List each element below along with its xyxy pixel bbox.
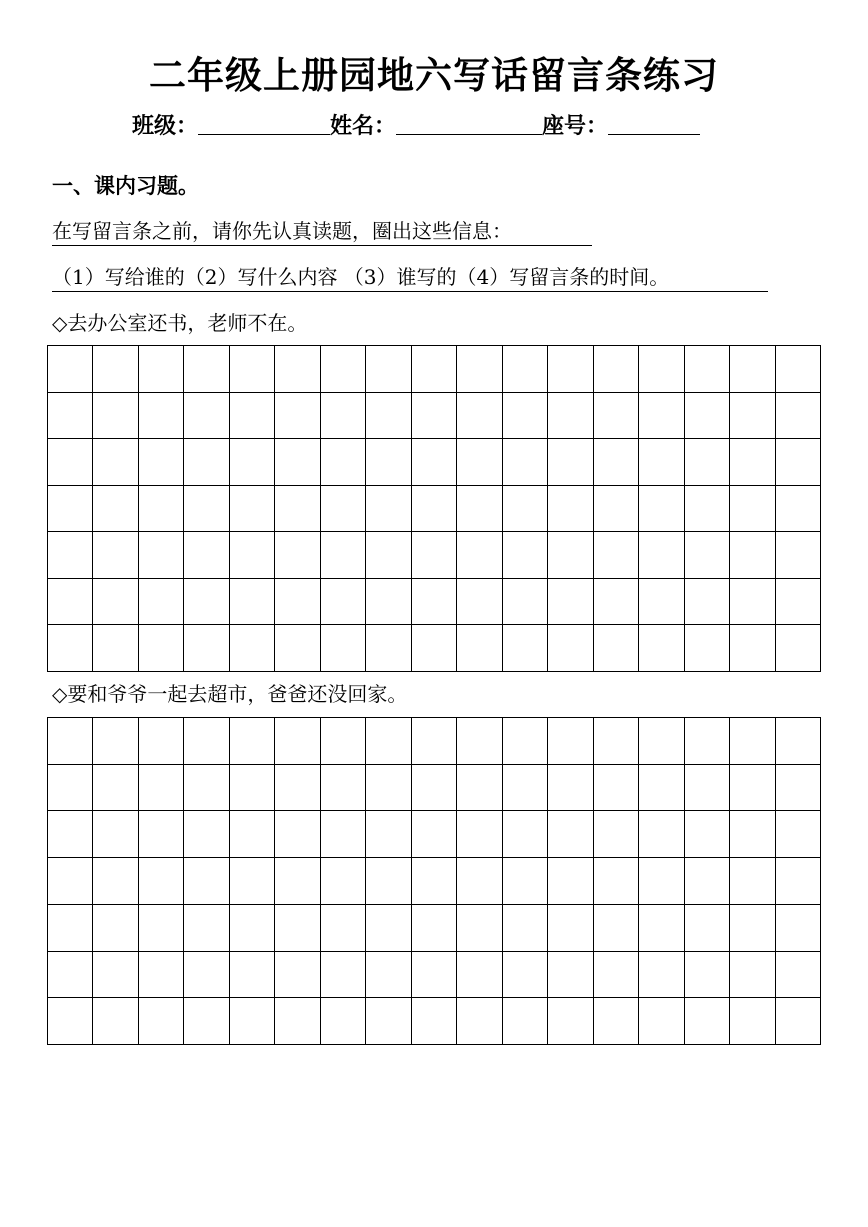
grid-cell[interactable] bbox=[639, 858, 684, 905]
grid-cell[interactable] bbox=[366, 998, 411, 1045]
grid-cell[interactable] bbox=[275, 393, 320, 440]
grid-cell[interactable] bbox=[230, 346, 275, 393]
grid-cell[interactable] bbox=[548, 439, 593, 486]
grid-cell[interactable] bbox=[139, 346, 184, 393]
grid-cell[interactable] bbox=[321, 765, 366, 812]
grid-cell[interactable] bbox=[321, 811, 366, 858]
grid-cell[interactable] bbox=[230, 858, 275, 905]
student-info-row bbox=[132, 110, 700, 140]
grid-cell[interactable] bbox=[776, 905, 821, 952]
grid-cell[interactable] bbox=[321, 952, 366, 999]
grid-cell[interactable] bbox=[503, 858, 548, 905]
grid-cell[interactable] bbox=[412, 486, 457, 533]
grid-cell[interactable] bbox=[639, 765, 684, 812]
grid-cell[interactable] bbox=[776, 625, 821, 672]
grid-cell[interactable] bbox=[184, 811, 229, 858]
grid-cell[interactable] bbox=[93, 532, 138, 579]
grid-cell[interactable] bbox=[776, 486, 821, 533]
grid-cell[interactable] bbox=[139, 439, 184, 486]
section-heading: 一、课内习题。 bbox=[52, 173, 199, 198]
grid-cell[interactable] bbox=[275, 858, 320, 905]
grid-cell[interactable] bbox=[685, 718, 730, 765]
grid-cell[interactable] bbox=[139, 811, 184, 858]
grid-cell[interactable] bbox=[457, 952, 502, 999]
grid-cell[interactable] bbox=[366, 625, 411, 672]
grid-cell[interactable] bbox=[685, 858, 730, 905]
grid-cell[interactable] bbox=[685, 393, 730, 440]
grid-cell[interactable] bbox=[639, 718, 684, 765]
grid-cell[interactable] bbox=[275, 905, 320, 952]
class-label: 班级： bbox=[132, 113, 199, 139]
grid-cell[interactable] bbox=[730, 346, 775, 393]
grid-cell[interactable] bbox=[457, 998, 502, 1045]
grid-cell[interactable] bbox=[48, 811, 93, 858]
grid-cell[interactable] bbox=[48, 346, 93, 393]
grid-cell[interactable] bbox=[457, 765, 502, 812]
grid-cell[interactable] bbox=[548, 905, 593, 952]
grid-cell[interactable] bbox=[230, 765, 275, 812]
grid-cell[interactable] bbox=[594, 858, 639, 905]
seat-label: 座号： bbox=[542, 113, 609, 139]
grid-cell[interactable] bbox=[366, 439, 411, 486]
grid-cell[interactable] bbox=[685, 998, 730, 1045]
grid-cell[interactable] bbox=[457, 811, 502, 858]
grid-cell[interactable] bbox=[594, 439, 639, 486]
grid-cell[interactable] bbox=[321, 905, 366, 952]
grid-cell[interactable] bbox=[730, 486, 775, 533]
grid-cell[interactable] bbox=[275, 998, 320, 1045]
grid-cell[interactable] bbox=[503, 765, 548, 812]
grid-cell[interactable] bbox=[366, 952, 411, 999]
grid-cell[interactable] bbox=[366, 393, 411, 440]
grid-cell[interactable] bbox=[457, 579, 502, 626]
grid-cell[interactable] bbox=[93, 393, 138, 440]
grid-cell[interactable] bbox=[321, 532, 366, 579]
grid-cell[interactable] bbox=[93, 486, 138, 533]
grid-cell[interactable] bbox=[321, 579, 366, 626]
grid-cell[interactable] bbox=[594, 532, 639, 579]
grid-cell[interactable] bbox=[730, 718, 775, 765]
grid-cell[interactable] bbox=[184, 532, 229, 579]
grid-cell[interactable] bbox=[184, 439, 229, 486]
grid-cell[interactable] bbox=[503, 998, 548, 1045]
grid-cell[interactable] bbox=[184, 905, 229, 952]
grid-cell[interactable] bbox=[776, 765, 821, 812]
intro-text: 在写留言条之前，请你先认真读题，圈出这些信息： bbox=[52, 217, 592, 246]
grid-cell[interactable] bbox=[503, 905, 548, 952]
grid-cell[interactable] bbox=[321, 346, 366, 393]
grid-cell[interactable] bbox=[93, 765, 138, 812]
grid-cell[interactable] bbox=[548, 393, 593, 440]
grid-cell[interactable] bbox=[457, 718, 502, 765]
exercise-prompt-1: ◇去办公室还书，老师不在。 bbox=[52, 311, 308, 335]
grid-cell[interactable] bbox=[730, 625, 775, 672]
grid-cell[interactable] bbox=[412, 765, 457, 812]
grid-cell[interactable] bbox=[93, 579, 138, 626]
grid-cell[interactable] bbox=[503, 346, 548, 393]
grid-cell[interactable] bbox=[412, 439, 457, 486]
name-label: 姓名： bbox=[330, 113, 397, 139]
grid-cell[interactable] bbox=[48, 532, 93, 579]
grid-cell[interactable] bbox=[503, 952, 548, 999]
grid-cell[interactable] bbox=[639, 486, 684, 533]
grid-cell[interactable] bbox=[139, 998, 184, 1045]
grid-cell[interactable] bbox=[93, 625, 138, 672]
grid-cell[interactable] bbox=[139, 765, 184, 812]
grid-cell[interactable] bbox=[275, 765, 320, 812]
grid-cell[interactable] bbox=[548, 718, 593, 765]
grid-cell[interactable] bbox=[685, 579, 730, 626]
grid-cell[interactable] bbox=[184, 346, 229, 393]
grid-cell[interactable] bbox=[594, 952, 639, 999]
grid-cell[interactable] bbox=[48, 579, 93, 626]
grid-cell[interactable] bbox=[594, 486, 639, 533]
grid-cell[interactable] bbox=[548, 952, 593, 999]
grid-cell[interactable] bbox=[594, 625, 639, 672]
writing-grid-2[interactable] bbox=[47, 717, 821, 1045]
grid-cell[interactable] bbox=[412, 811, 457, 858]
grid-cell[interactable] bbox=[594, 718, 639, 765]
grid-cell[interactable] bbox=[776, 532, 821, 579]
grid-cell[interactable] bbox=[685, 346, 730, 393]
grid-cell[interactable] bbox=[230, 579, 275, 626]
class-blank[interactable] bbox=[198, 112, 330, 135]
grid-cell[interactable] bbox=[93, 952, 138, 999]
grid-cell[interactable] bbox=[230, 811, 275, 858]
grid-cell[interactable] bbox=[685, 532, 730, 579]
grid-cell[interactable] bbox=[366, 718, 411, 765]
grid-cell[interactable] bbox=[48, 765, 93, 812]
name-blank[interactable] bbox=[396, 112, 542, 135]
grid-cell[interactable] bbox=[503, 393, 548, 440]
grid-cell[interactable] bbox=[685, 439, 730, 486]
grid-cell[interactable] bbox=[366, 346, 411, 393]
grid-cell[interactable] bbox=[412, 952, 457, 999]
grid-cell[interactable] bbox=[48, 625, 93, 672]
grid-cell[interactable] bbox=[457, 532, 502, 579]
grid-cell[interactable] bbox=[139, 905, 184, 952]
grid-cell[interactable] bbox=[275, 486, 320, 533]
grid-cell[interactable] bbox=[685, 811, 730, 858]
grid-cell[interactable] bbox=[93, 439, 138, 486]
grid-cell[interactable] bbox=[230, 393, 275, 440]
page-title: 二年级上册园地六写话留言条练习 bbox=[149, 53, 719, 97]
grid-cell[interactable] bbox=[230, 439, 275, 486]
grid-cell[interactable] bbox=[366, 765, 411, 812]
grid-cell[interactable] bbox=[548, 858, 593, 905]
grid-cell[interactable] bbox=[730, 998, 775, 1045]
grid-cell[interactable] bbox=[685, 625, 730, 672]
grid-cell[interactable] bbox=[366, 486, 411, 533]
grid-cell[interactable] bbox=[548, 486, 593, 533]
grid-cell[interactable] bbox=[48, 486, 93, 533]
grid-cell[interactable] bbox=[639, 811, 684, 858]
grid-cell[interactable] bbox=[275, 439, 320, 486]
grid-cell[interactable] bbox=[457, 393, 502, 440]
grid-cell[interactable] bbox=[776, 811, 821, 858]
grid-cell[interactable] bbox=[48, 718, 93, 765]
grid-cell[interactable] bbox=[503, 718, 548, 765]
grid-cell[interactable] bbox=[93, 346, 138, 393]
grid-cell[interactable] bbox=[685, 486, 730, 533]
intro-instruction bbox=[52, 217, 592, 246]
grid-cell[interactable] bbox=[321, 858, 366, 905]
grid-cell[interactable] bbox=[48, 905, 93, 952]
grid-cell[interactable] bbox=[639, 625, 684, 672]
grid-cell[interactable] bbox=[503, 579, 548, 626]
grid-cell[interactable] bbox=[730, 765, 775, 812]
grid-cell[interactable] bbox=[412, 858, 457, 905]
grid-cell[interactable] bbox=[48, 952, 93, 999]
grid-cell[interactable] bbox=[594, 579, 639, 626]
grid-cell[interactable] bbox=[503, 486, 548, 533]
grid-cell[interactable] bbox=[503, 439, 548, 486]
grid-cell[interactable] bbox=[594, 346, 639, 393]
grid-cell[interactable] bbox=[503, 532, 548, 579]
grid-cell[interactable] bbox=[548, 579, 593, 626]
grid-cell[interactable] bbox=[275, 346, 320, 393]
seat-blank[interactable] bbox=[608, 112, 700, 135]
grid-cell[interactable] bbox=[503, 811, 548, 858]
grid-cell[interactable] bbox=[93, 905, 138, 952]
grid-cell[interactable] bbox=[548, 765, 593, 812]
grid-cell[interactable] bbox=[184, 393, 229, 440]
grid-cell[interactable] bbox=[275, 718, 320, 765]
grid-cell[interactable] bbox=[184, 765, 229, 812]
grid-cell[interactable] bbox=[412, 393, 457, 440]
grid-cell[interactable] bbox=[548, 532, 593, 579]
grid-cell[interactable] bbox=[776, 393, 821, 440]
grid-cell[interactable] bbox=[275, 952, 320, 999]
grid-cell[interactable] bbox=[730, 811, 775, 858]
grid-cell[interactable] bbox=[685, 765, 730, 812]
grid-cell[interactable] bbox=[594, 998, 639, 1045]
exercise-prompt-2: ◇要和爷爷一起去超市，爸爸还没回家。 bbox=[52, 682, 408, 706]
grid-cell[interactable] bbox=[639, 579, 684, 626]
grid-cell[interactable] bbox=[230, 905, 275, 952]
grid-cell[interactable] bbox=[48, 998, 93, 1045]
grid-cell[interactable] bbox=[184, 998, 229, 1045]
grid-cell[interactable] bbox=[230, 952, 275, 999]
grid-cell[interactable] bbox=[457, 486, 502, 533]
grid-cell[interactable] bbox=[639, 346, 684, 393]
grid-cell[interactable] bbox=[639, 439, 684, 486]
grid-cell[interactable] bbox=[93, 811, 138, 858]
grid-cell[interactable] bbox=[184, 858, 229, 905]
grid-cell[interactable] bbox=[93, 858, 138, 905]
grid-cell[interactable] bbox=[639, 905, 684, 952]
grid-cell[interactable] bbox=[685, 905, 730, 952]
grid-cell[interactable] bbox=[366, 858, 411, 905]
grid-cell[interactable] bbox=[139, 718, 184, 765]
grid-cell[interactable] bbox=[184, 486, 229, 533]
grid-cell[interactable] bbox=[730, 393, 775, 440]
grid-cell[interactable] bbox=[412, 998, 457, 1045]
writing-grid-1[interactable] bbox=[47, 345, 821, 672]
grid-cell[interactable] bbox=[48, 439, 93, 486]
grid-cell[interactable] bbox=[321, 625, 366, 672]
grid-cell[interactable] bbox=[366, 532, 411, 579]
grid-cell[interactable] bbox=[275, 532, 320, 579]
grid-cell[interactable] bbox=[93, 718, 138, 765]
grid-cell[interactable] bbox=[184, 625, 229, 672]
grid-cell[interactable] bbox=[412, 532, 457, 579]
grid-cell[interactable] bbox=[48, 393, 93, 440]
grid-cell[interactable] bbox=[48, 858, 93, 905]
grid-cell[interactable] bbox=[457, 439, 502, 486]
grid-cell[interactable] bbox=[139, 579, 184, 626]
grid-cell[interactable] bbox=[230, 998, 275, 1045]
grid-cell[interactable] bbox=[321, 439, 366, 486]
grid-cell[interactable] bbox=[776, 439, 821, 486]
grid-cell[interactable] bbox=[321, 998, 366, 1045]
grid-cell[interactable] bbox=[776, 346, 821, 393]
grid-cell[interactable] bbox=[639, 393, 684, 440]
grid-cell[interactable] bbox=[457, 905, 502, 952]
grid-cell[interactable] bbox=[776, 952, 821, 999]
grid-cell[interactable] bbox=[548, 811, 593, 858]
grid-cell[interactable] bbox=[594, 393, 639, 440]
grid-cell[interactable] bbox=[139, 486, 184, 533]
grid-cell[interactable] bbox=[139, 393, 184, 440]
key-points-text: （1）写给谁的（2）写什么内容 （3）谁写的（4）写留言条的时间。 bbox=[52, 263, 768, 292]
grid-cell[interactable] bbox=[139, 625, 184, 672]
grid-cell[interactable] bbox=[412, 718, 457, 765]
key-points bbox=[52, 263, 768, 292]
grid-cell[interactable] bbox=[412, 346, 457, 393]
grid-cell[interactable] bbox=[366, 905, 411, 952]
grid-cell[interactable] bbox=[184, 718, 229, 765]
grid-cell[interactable] bbox=[457, 625, 502, 672]
grid-cell[interactable] bbox=[730, 952, 775, 999]
grid-cell[interactable] bbox=[139, 858, 184, 905]
grid-cell[interactable] bbox=[730, 532, 775, 579]
grid-cell[interactable] bbox=[366, 579, 411, 626]
grid-cell[interactable] bbox=[548, 998, 593, 1045]
grid-cell[interactable] bbox=[457, 346, 502, 393]
grid-cell[interactable] bbox=[321, 718, 366, 765]
grid-cell[interactable] bbox=[776, 579, 821, 626]
grid-cell[interactable] bbox=[594, 811, 639, 858]
grid-cell[interactable] bbox=[685, 952, 730, 999]
grid-cell[interactable] bbox=[139, 952, 184, 999]
grid-cell[interactable] bbox=[412, 579, 457, 626]
grid-cell[interactable] bbox=[93, 998, 138, 1045]
grid-cell[interactable] bbox=[321, 393, 366, 440]
grid-cell[interactable] bbox=[639, 998, 684, 1045]
grid-cell[interactable] bbox=[457, 858, 502, 905]
grid-cell[interactable] bbox=[412, 905, 457, 952]
grid-cell[interactable] bbox=[594, 765, 639, 812]
grid-cell[interactable] bbox=[184, 579, 229, 626]
grid-cell[interactable] bbox=[730, 439, 775, 486]
grid-cell[interactable] bbox=[230, 625, 275, 672]
grid-cell[interactable] bbox=[594, 905, 639, 952]
grid-cell[interactable] bbox=[730, 905, 775, 952]
grid-cell[interactable] bbox=[548, 346, 593, 393]
grid-cell[interactable] bbox=[275, 811, 320, 858]
grid-cell[interactable] bbox=[639, 532, 684, 579]
grid-cell[interactable] bbox=[275, 579, 320, 626]
grid-cell[interactable] bbox=[639, 952, 684, 999]
grid-cell[interactable] bbox=[776, 998, 821, 1045]
grid-cell[interactable] bbox=[776, 718, 821, 765]
grid-cell[interactable] bbox=[230, 532, 275, 579]
grid-cell[interactable] bbox=[275, 625, 320, 672]
grid-cell[interactable] bbox=[730, 579, 775, 626]
grid-cell[interactable] bbox=[230, 486, 275, 533]
grid-cell[interactable] bbox=[184, 952, 229, 999]
grid-cell[interactable] bbox=[730, 858, 775, 905]
grid-cell[interactable] bbox=[230, 718, 275, 765]
grid-cell[interactable] bbox=[139, 532, 184, 579]
grid-cell[interactable] bbox=[548, 625, 593, 672]
grid-cell[interactable] bbox=[412, 625, 457, 672]
grid-cell[interactable] bbox=[366, 811, 411, 858]
grid-cell[interactable] bbox=[503, 625, 548, 672]
grid-cell[interactable] bbox=[776, 858, 821, 905]
grid-cell[interactable] bbox=[321, 486, 366, 533]
